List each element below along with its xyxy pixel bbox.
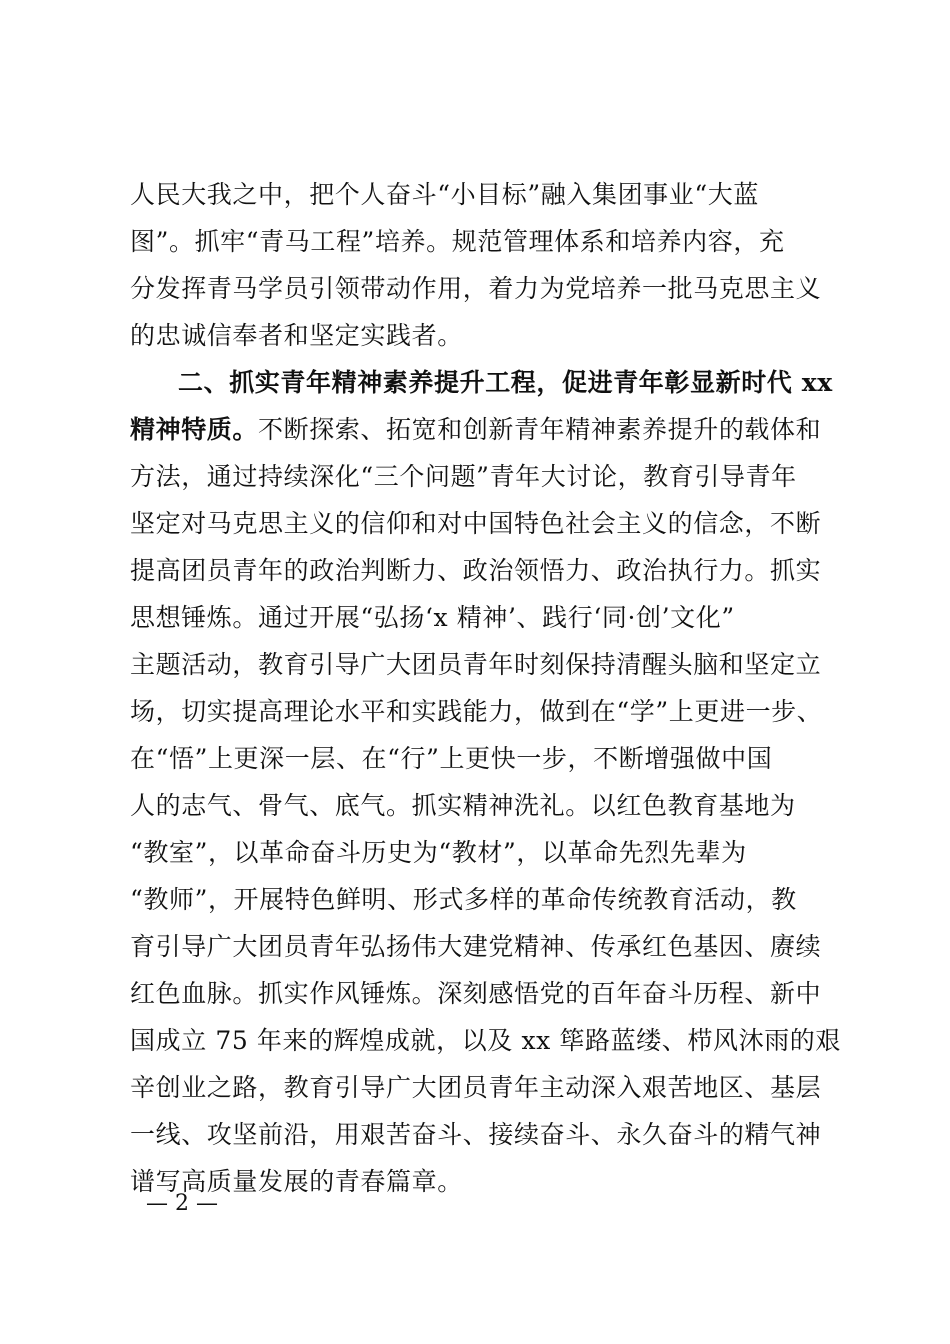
paragraph-2-line-13: 红色血脉。抓实作风锤炼。深刻感悟党的百年奋斗历程、新中	[130, 979, 822, 1008]
paragraph-2-line-3: 坚定对马克思主义的信仰和对中国特色社会主义的信念，不断	[130, 509, 822, 538]
paragraph-2-line-7: 场，切实提高理论水平和实践能力，做到在“学”上更进一步、	[130, 697, 823, 726]
paragraph-2-line-4: 提高团员青年的政治判断力、政治领悟力、政治执行力。抓实	[130, 556, 822, 585]
page-number: — 2 —	[146, 1191, 218, 1216]
paragraph-1-line-4: 的忠诚信奉者和坚定实践者。	[130, 321, 463, 350]
paragraph-2-line-1	[130, 415, 821, 445]
paragraph-1-line-2: 图”。抓牢“青马工程”培养。规范管理体系和培养内容，充	[130, 227, 785, 256]
paragraph-2-line-1-rest: 不断探索、拓宽和创新青年精神素养提升的载体和	[258, 415, 822, 444]
paragraph-1-line-3: 分发挥青马学员引领带动作用，着力为党培养一批马克思主义	[130, 274, 822, 303]
paragraph-2-line-2: 方法，通过持续深化“三个问题”青年大讨论，教育引导青年	[130, 462, 797, 491]
paragraph-2-line-17: 谱写高质量发展的青春篇章。	[130, 1167, 463, 1196]
paragraph-2-line-15: 辛创业之路，教育引导广大团员青年主动深入艰苦地区、基层	[130, 1073, 822, 1102]
paragraph-2-line-11: “教师”，开展特色鲜明、形式多样的革命传统教育活动，教	[130, 885, 797, 914]
section-heading-line-2: 精神特质。	[130, 415, 259, 444]
paragraph-2-line-10: “教室”，以革命奋斗历史为“教材”，以革命先烈先辈为	[130, 838, 747, 867]
paragraph-2-line-6: 主题活动，教育引导广大团员青年时刻保持清醒头脑和坚定立	[130, 650, 822, 679]
paragraph-2-line-14: 国成立 75 年来的辉煌成就，以及 xx 筚路蓝缕、栉风沐雨的艰	[130, 1026, 841, 1055]
paragraph-2-line-9: 人的志气、骨气、底气。抓实精神洗礼。以红色教育基地为	[130, 791, 796, 820]
paragraph-2-line-12: 育引导广大团员青年弘扬伟大建党精神、传承红色基因、赓续	[130, 932, 822, 961]
paragraph-2-line-16: 一线、攻坚前沿，用艰苦奋斗、接续奋斗、永久奋斗的精气神	[130, 1120, 822, 1149]
paragraph-1-line-1: 人民大我之中，把个人奋斗“小目标”融入集团事业“大蓝	[130, 180, 759, 209]
section-heading-line-1: 二、抓实青年精神素养提升工程，促进青年彰显新时代 xx	[178, 368, 833, 397]
paragraph-2-line-5: 思想锤炼。通过开展“弘扬‘x 精神’、践行‘同·创’文化”	[130, 603, 735, 632]
paragraph-2-line-8: 在“悟”上更深一层、在“行”上更快一步，不断增强做中国	[130, 744, 773, 773]
